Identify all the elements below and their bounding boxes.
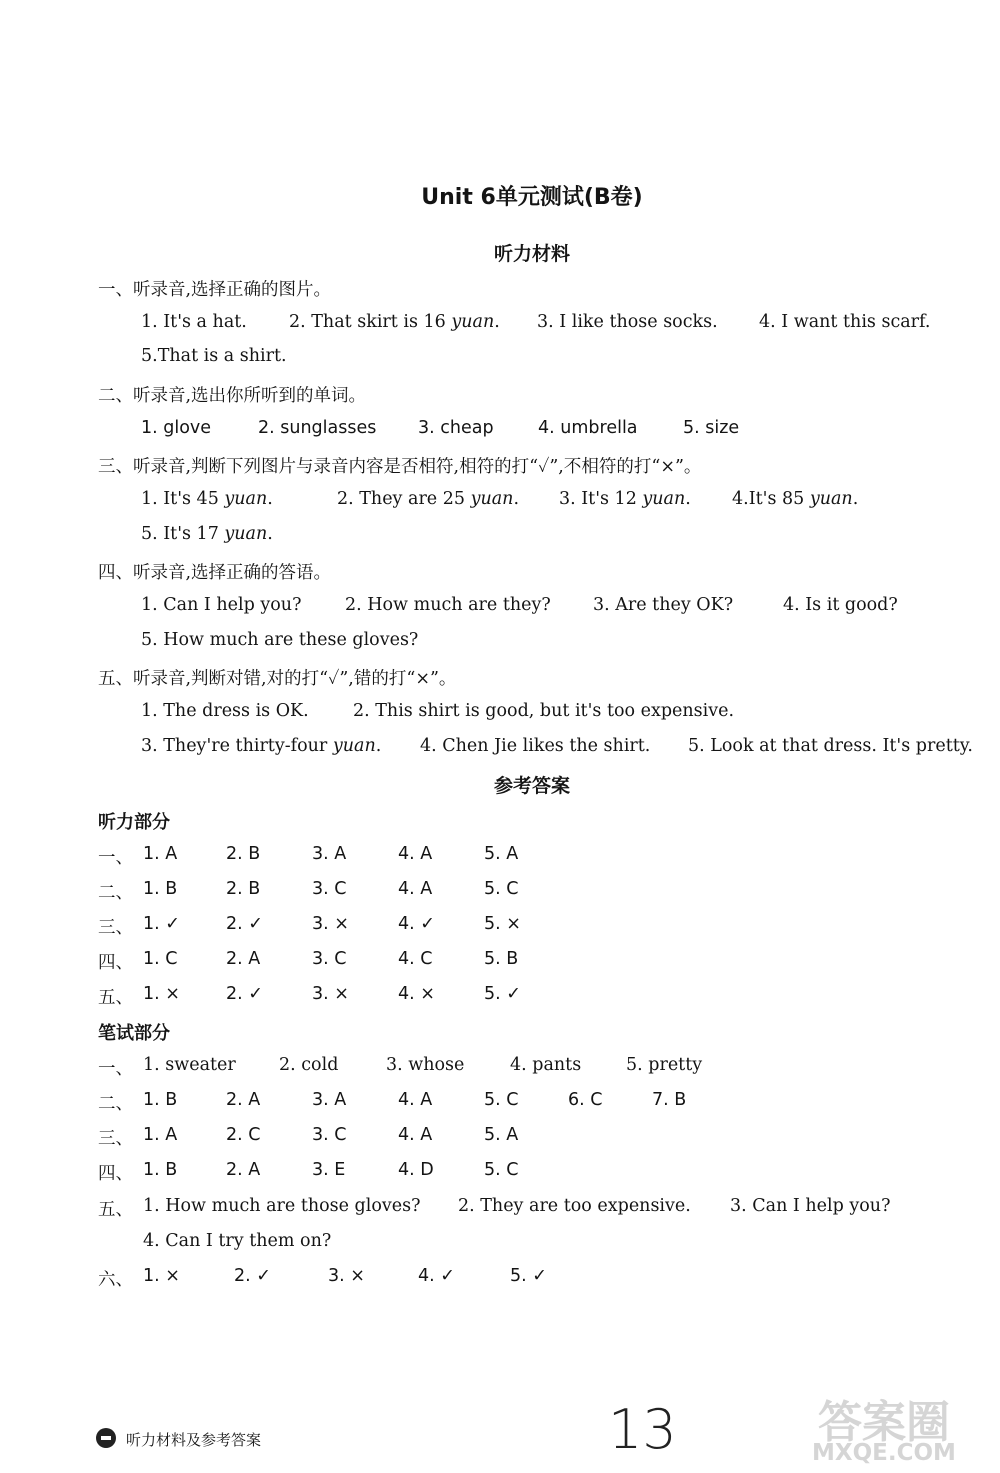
list-item: 2. This shirt is good, but it's too expensive. — [353, 701, 735, 721]
answer-item: 1. sweater — [143, 1055, 236, 1075]
answer-item: 5. ✓ — [510, 1266, 547, 1286]
answer-item: 5. C — [484, 879, 519, 899]
answer-item: 2. A — [226, 1090, 261, 1110]
list-item: 5.That is a shirt. — [141, 346, 287, 366]
answer-row-label: 三、 — [98, 1129, 133, 1149]
answer-row-label: 四、 — [98, 953, 133, 973]
answer-row-label: 五、 — [98, 988, 133, 1008]
answer-item: 3. A — [312, 844, 347, 864]
answer-item: 4. Can I try them on? — [143, 1231, 332, 1251]
list-item: 1. glove — [141, 418, 212, 438]
list-item: 4. I want this scarf. — [759, 312, 931, 332]
list-item: 5. size — [683, 418, 740, 438]
answer-item: 1. × — [143, 984, 180, 1004]
answer-item: 7. B — [652, 1090, 687, 1110]
answer-item: 3. whose — [386, 1055, 465, 1075]
list-item: 2. How much are they? — [345, 595, 551, 615]
answer-item: 3. C — [312, 879, 347, 899]
answer-item: 3. C — [312, 949, 347, 969]
answer-item: 3. C — [312, 1125, 347, 1145]
answer-item: 3. × — [312, 914, 349, 934]
answer-item: 2. C — [226, 1125, 261, 1145]
answer-item: 3. Can I help you? — [730, 1196, 891, 1216]
answer-item: 2. B — [226, 879, 261, 899]
answer-item: 1. × — [143, 1266, 180, 1286]
answer-row-label: 一、 — [98, 848, 133, 868]
answer-item: 5. A — [484, 1125, 519, 1145]
answer-item: 2. cold — [279, 1055, 339, 1075]
answer-item: 3. × — [328, 1266, 365, 1286]
answer-row-label: 五、 — [98, 1200, 133, 1220]
footer-label: 听力材料及参考答案 — [126, 1431, 262, 1449]
answer-item: 4. A — [398, 1090, 433, 1110]
answer-item: 1. How much are those gloves? — [143, 1196, 421, 1216]
answer-item: 2. ✓ — [226, 984, 263, 1004]
answer-row-label: 六、 — [98, 1270, 133, 1290]
answer-item: 6. C — [568, 1090, 603, 1110]
answer-item: 1. B — [143, 1090, 178, 1110]
answer-row-label: 四、 — [98, 1164, 133, 1184]
answer-item: 2. B — [226, 844, 261, 864]
answer-item: 1. B — [143, 879, 178, 899]
answer-item: 5. B — [484, 949, 519, 969]
answer-item: 1. A — [143, 1125, 178, 1145]
list-item: 5. It's 17 yuan. — [141, 524, 273, 544]
answer-item: 5. × — [484, 914, 521, 934]
list-item: 3. I like those socks. — [537, 312, 718, 332]
section-5-instruction: 五、听录音,判断对错,对的打“✓”,错的打“×”。 — [98, 669, 457, 689]
written-answers-heading: 笔试部分 — [98, 1023, 170, 1044]
answer-item: 1. B — [143, 1160, 178, 1180]
list-item: 4.It's 85 yuan. — [732, 489, 859, 509]
answer-item: 1. C — [143, 949, 178, 969]
answer-item: 4. ✓ — [398, 914, 435, 934]
listening-material-heading: 听力材料 — [493, 243, 570, 265]
answer-item: 1. ✓ — [143, 914, 180, 934]
list-item: 2. They are 25 yuan. — [337, 489, 520, 509]
section-4-instruction: 四、听录音,选择正确的答语。 — [98, 563, 332, 583]
answer-item: 4. ✓ — [418, 1266, 455, 1286]
answer-item: 2. They are too expensive. — [458, 1196, 691, 1216]
arrow-icon — [96, 1428, 116, 1448]
page-number: 13 — [608, 1398, 677, 1461]
answer-item: 2. ✓ — [234, 1266, 271, 1286]
answer-item: 4. C — [398, 949, 433, 969]
answer-row-label: 二、 — [98, 883, 133, 903]
list-item: 5. How much are these gloves? — [141, 630, 419, 650]
list-item: 4. Chen Jie likes the shirt. — [420, 736, 651, 756]
answer-item: 4. × — [398, 984, 435, 1004]
list-item: 1. The dress is OK. — [141, 701, 309, 721]
list-item: 3. Are they OK? — [593, 595, 734, 615]
watermark-brand: 答案圈 — [818, 1397, 950, 1448]
answer-item: 4. D — [398, 1160, 434, 1180]
list-item: 4. umbrella — [538, 418, 638, 438]
answer-item: 5. ✓ — [484, 984, 521, 1004]
section-3-instruction: 三、听录音,判断下列图片与录音内容是否相符,相符的打“✓”,不相符的打“×”。 — [98, 457, 702, 477]
answer-item: 2. ✓ — [226, 914, 263, 934]
answer-item: 4. pants — [510, 1055, 582, 1075]
answer-item: 3. A — [312, 1090, 347, 1110]
list-item: 2. That skirt is 16 yuan. — [289, 312, 500, 332]
list-item: 3. It's 12 yuan. — [559, 489, 691, 509]
list-item: 3. cheap — [418, 418, 494, 438]
answer-item: 4. A — [398, 879, 433, 899]
list-item: 4. Is it good? — [783, 595, 898, 615]
list-item: 5. Look at that dress. It's pretty. — [688, 736, 973, 756]
list-item: 1. It's a hat. — [141, 312, 247, 332]
answer-item: 4. A — [398, 1125, 433, 1145]
answer-row-label: 三、 — [98, 918, 133, 938]
listening-answers-heading: 听力部分 — [98, 812, 170, 833]
answer-item: 1. A — [143, 844, 178, 864]
list-item: 1. Can I help you? — [141, 595, 302, 615]
answer-item: 3. E — [312, 1160, 346, 1180]
answer-item: 5. A — [484, 844, 519, 864]
section-1-instruction: 一、听录音,选择正确的图片。 — [98, 280, 332, 300]
answer-row-label: 二、 — [98, 1094, 133, 1114]
answer-item: 5. C — [484, 1160, 519, 1180]
answer-item: 5. pretty — [626, 1055, 703, 1075]
list-item: 2. sunglasses — [258, 418, 377, 438]
answer-row-label: 一、 — [98, 1059, 133, 1079]
answers-heading: 参考答案 — [493, 775, 570, 797]
watermark-url: MXQE.COM — [812, 1440, 956, 1466]
answer-item: 4. A — [398, 844, 433, 864]
page-title: Unit 6单元测试(B卷) — [421, 185, 643, 210]
list-item: 3. They're thirty-four yuan. — [141, 736, 382, 756]
section-2-instruction: 二、听录音,选出你所听到的单词。 — [98, 386, 367, 406]
list-item: 1. It's 45 yuan. — [141, 489, 273, 509]
answer-item: 3. × — [312, 984, 349, 1004]
answer-item: 5. C — [484, 1090, 519, 1110]
answer-item: 2. A — [226, 949, 261, 969]
answer-item: 2. A — [226, 1160, 261, 1180]
